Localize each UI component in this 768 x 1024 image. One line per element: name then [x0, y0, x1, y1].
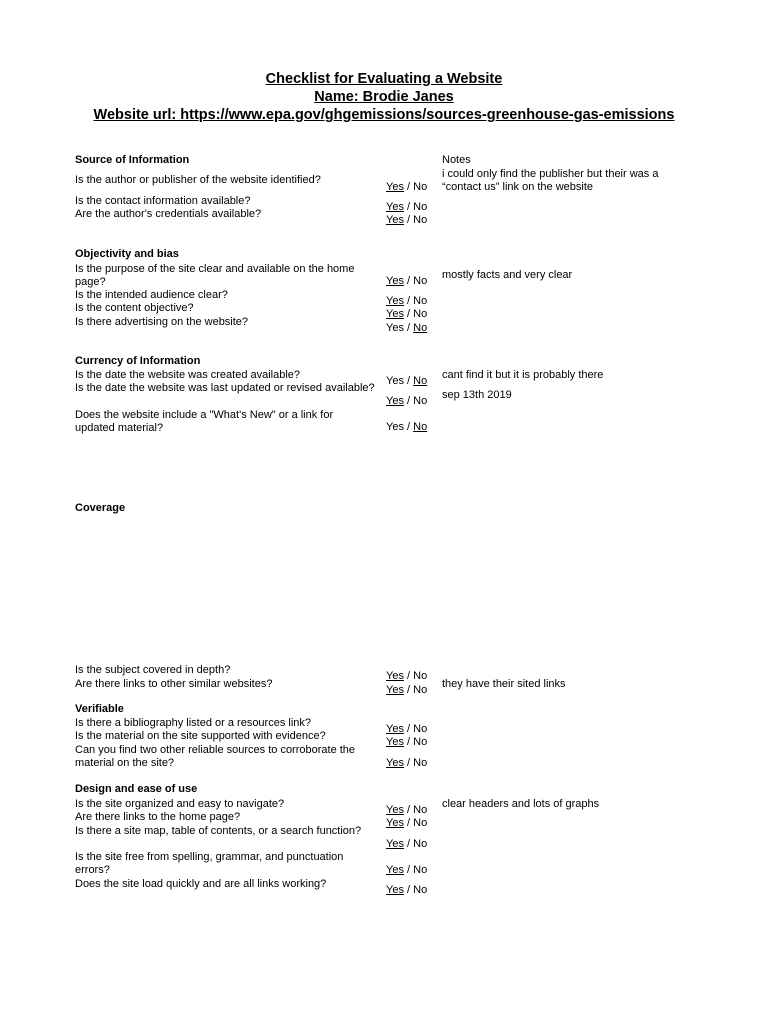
section-heading: Source of Information	[75, 154, 190, 166]
question-text: Is there a bibliography listed or a resources link?	[75, 717, 312, 729]
yes-no-answer	[386, 684, 427, 697]
no-option: No	[413, 884, 428, 896]
answer-separator: /	[403, 804, 414, 816]
no-option: No	[413, 757, 428, 769]
yes-no-answer	[386, 214, 427, 227]
answer-separator: /	[403, 181, 414, 193]
section-heading: Design and ease of use	[75, 783, 198, 795]
no-option: No	[413, 723, 428, 735]
no-option: No	[413, 181, 428, 193]
yes-option: Yes	[386, 295, 404, 307]
no-option: No	[413, 684, 428, 696]
question-text: Is the purpose of the site clear and available on the home page?	[75, 263, 355, 288]
no-option: No	[413, 295, 428, 307]
no-option: No	[413, 275, 428, 287]
yes-option: Yes	[386, 817, 404, 829]
answer-separator: /	[403, 684, 414, 696]
question-text: Are there links to other similar websites?	[75, 678, 273, 690]
yes-no-answer	[386, 723, 427, 736]
yes-option: Yes	[386, 275, 404, 287]
no-option: No	[413, 804, 428, 816]
answer-separator: /	[403, 275, 414, 287]
answer-separator: /	[403, 375, 414, 387]
yes-no-answer	[386, 201, 427, 214]
no-option: No	[413, 736, 428, 748]
yes-no-answer	[386, 295, 427, 308]
question-text: Is the author or publisher of the website identified?	[75, 174, 321, 186]
yes-option: Yes	[386, 214, 404, 226]
section-heading: Verifiable	[75, 703, 124, 715]
yes-option: Yes	[386, 864, 404, 876]
yes-no-answer	[386, 864, 427, 877]
no-option: No	[413, 214, 428, 226]
yes-option: Yes	[386, 670, 404, 682]
question-text: Is the subject covered in depth?	[75, 664, 231, 676]
answer-separator: /	[403, 736, 414, 748]
yes-no-answer	[386, 757, 427, 770]
yes-no-answer	[386, 804, 427, 817]
answer-separator: /	[403, 395, 414, 407]
yes-no-answer	[386, 275, 427, 288]
yes-option: Yes	[386, 421, 404, 433]
note-text: clear headers and lots of graphs	[442, 798, 600, 810]
answer-separator: /	[403, 670, 414, 682]
no-option: No	[413, 670, 428, 682]
question-text: Is the intended audience clear?	[75, 289, 228, 301]
answer-separator: /	[403, 201, 414, 213]
yes-option: Yes	[386, 322, 404, 334]
yes-no-answer	[386, 308, 427, 321]
yes-no-answer	[386, 670, 427, 683]
yes-option: Yes	[386, 804, 404, 816]
yes-option: Yes	[386, 684, 404, 696]
question-text: Is the site free from spelling, grammar, and punctuation errors?	[75, 851, 344, 876]
no-option: No	[413, 817, 428, 829]
notes-header: Notes	[442, 154, 471, 166]
no-option: No	[413, 421, 428, 433]
question-text: Is the date the website was last updated or revised available?	[75, 382, 375, 394]
yes-no-answer	[386, 884, 427, 897]
yes-no-answer	[386, 322, 427, 335]
section-heading: Currency of Information	[75, 355, 201, 367]
yes-no-answer	[386, 421, 427, 434]
note-text: they have their sited links	[442, 678, 566, 690]
no-option: No	[413, 201, 428, 213]
yes-no-answer	[386, 817, 427, 830]
no-option: No	[413, 838, 428, 850]
yes-option: Yes	[386, 838, 404, 850]
yes-option: Yes	[386, 375, 404, 387]
no-option: No	[413, 322, 428, 334]
answer-separator: /	[403, 723, 414, 735]
yes-no-answer	[386, 838, 427, 851]
yes-no-answer	[386, 736, 427, 749]
answer-separator: /	[403, 757, 414, 769]
question-text: Can you find two other reliable sources to corroborate the material on the site?	[75, 744, 356, 769]
yes-no-answer	[386, 181, 427, 194]
no-option: No	[413, 375, 428, 387]
yes-option: Yes	[386, 308, 404, 320]
answer-separator: /	[403, 214, 414, 226]
yes-option: Yes	[386, 181, 404, 193]
question-text: Does the site load quickly and are all links working?	[75, 878, 327, 890]
yes-option: Yes	[386, 723, 404, 735]
question-text: Does the website include a "What's New" or a link for updated material?	[75, 409, 334, 434]
yes-option: Yes	[386, 757, 404, 769]
answer-separator: /	[403, 295, 414, 307]
question-text: Is the site organized and easy to navigate?	[75, 798, 285, 810]
section-heading: Objectivity and bias	[75, 248, 179, 260]
question-text: Is there advertising on the website?	[75, 316, 249, 328]
question-text: Is the date the website was created available?	[75, 369, 301, 381]
yes-option: Yes	[386, 884, 404, 896]
answer-separator: /	[403, 308, 414, 320]
yes-no-answer	[386, 375, 427, 388]
answer-separator: /	[403, 322, 414, 334]
question-text: Is the content objective?	[75, 302, 194, 314]
no-option: No	[413, 395, 428, 407]
section-heading: Coverage	[75, 502, 126, 514]
answer-separator: /	[403, 884, 414, 896]
document-title: Checklist for Evaluating a Website	[265, 71, 503, 87]
question-text: Is there a site map, table of contents, or a search function?	[75, 825, 362, 837]
note-text: mostly facts and very clear	[442, 269, 573, 281]
question-text: Are the author's credentials available?	[75, 208, 262, 220]
question-text: Is the contact information available?	[75, 195, 251, 207]
note-text: cant find it but it is probably there	[442, 369, 604, 381]
answer-separator: /	[403, 838, 414, 850]
answer-separator: /	[403, 421, 414, 433]
student-name: Name: Brodie Janes	[314, 89, 454, 105]
website-url: Website url: https://www.epa.gov/ghgemissions/sources-greenhouse-gas-emissions	[93, 107, 675, 123]
question-text: Is the material on the site supported with evidence?	[75, 730, 326, 742]
no-option: No	[413, 864, 428, 876]
no-option: No	[413, 308, 428, 320]
note-text: i could only find the publisher but their was a “contact us” link on the website	[442, 168, 659, 193]
note-text: sep 13th 2019	[442, 389, 512, 401]
yes-no-answer	[386, 395, 427, 408]
yes-option: Yes	[386, 736, 404, 748]
yes-option: Yes	[386, 395, 404, 407]
yes-option: Yes	[386, 201, 404, 213]
answer-separator: /	[403, 817, 414, 829]
question-text: Are there links to the home page?	[75, 811, 241, 823]
answer-separator: /	[403, 864, 414, 876]
